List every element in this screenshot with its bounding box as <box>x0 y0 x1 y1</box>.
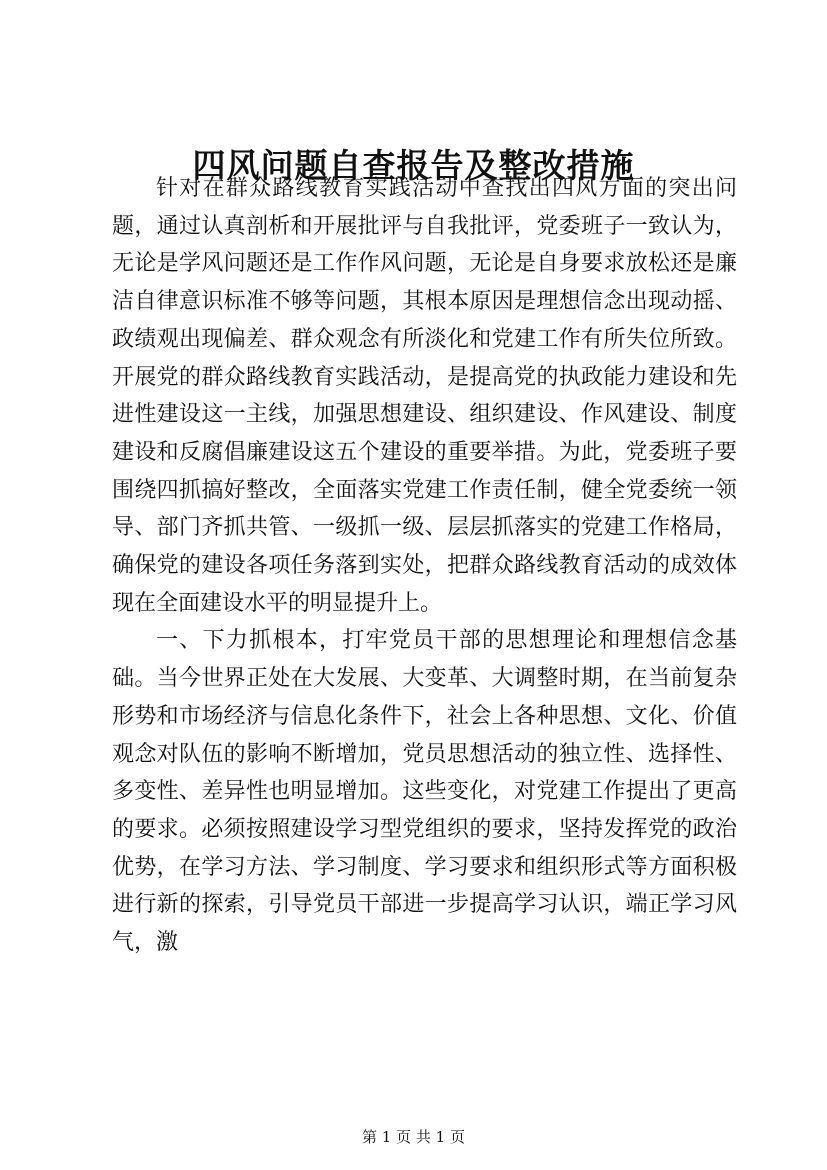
document-body <box>112 170 737 962</box>
document-title: 四风问题自查报告及整改措施 <box>192 146 635 185</box>
paragraph-section-1: 一、下力抓根本，打牢党员干部的思想理论和理想信念基础。当今世界正处在大发展、大变革、大调整时期，在当前复杂形势和市场经济与信息化条件下，社会上各种思想、文化、价值观念对队伍的影响不断增加，党员思想活动的独立性、选择性、多变性、差异性也明显增加。这些变化，对党建工作提出了更高的要求。必须按照建设学习型党组织的要求，坚持发挥党的政治优势，在学习方法、学习制度、学习要求和组织形式等方面积极进行新的探索，引导党员干部进一步提高学习认识，端正学习风气，激 <box>112 628 737 956</box>
paragraph-intro: 针对在群众路线教育实践活动中查找出四风方面的突出问题，通过认真剖析和开展批评与自我批评，党委班子一致认为，无论是学风问题还是工作作风问题，无论是自身要求放松还是廉洁自律意识标准不够等问题，其根本原因是理想信念出现动摇、政绩观出现偏差、群众观念有所淡化和党建工作有所失位所致。开展党的群众路线教育实践活动，是提高党的执政能力建设和先进性建设这一主线，加强思想建设、组织建设、作风建设、制度建设和反腐倡廉建设这五个建设的重要举措。为此，党委班子要围绕四抓搞好整改，全面落实党建工作责任制，健全党委统一领导、部门齐抓共管、一级抓一级、层层抓落实的党建工作格局，确保党的建设各项任务落到实处，把群众路线教育活动的成效体现在全面建设水平的明显提升上。 <box>112 176 737 616</box>
page-footer: 第 1 页 共 1 页 <box>362 1128 465 1146</box>
